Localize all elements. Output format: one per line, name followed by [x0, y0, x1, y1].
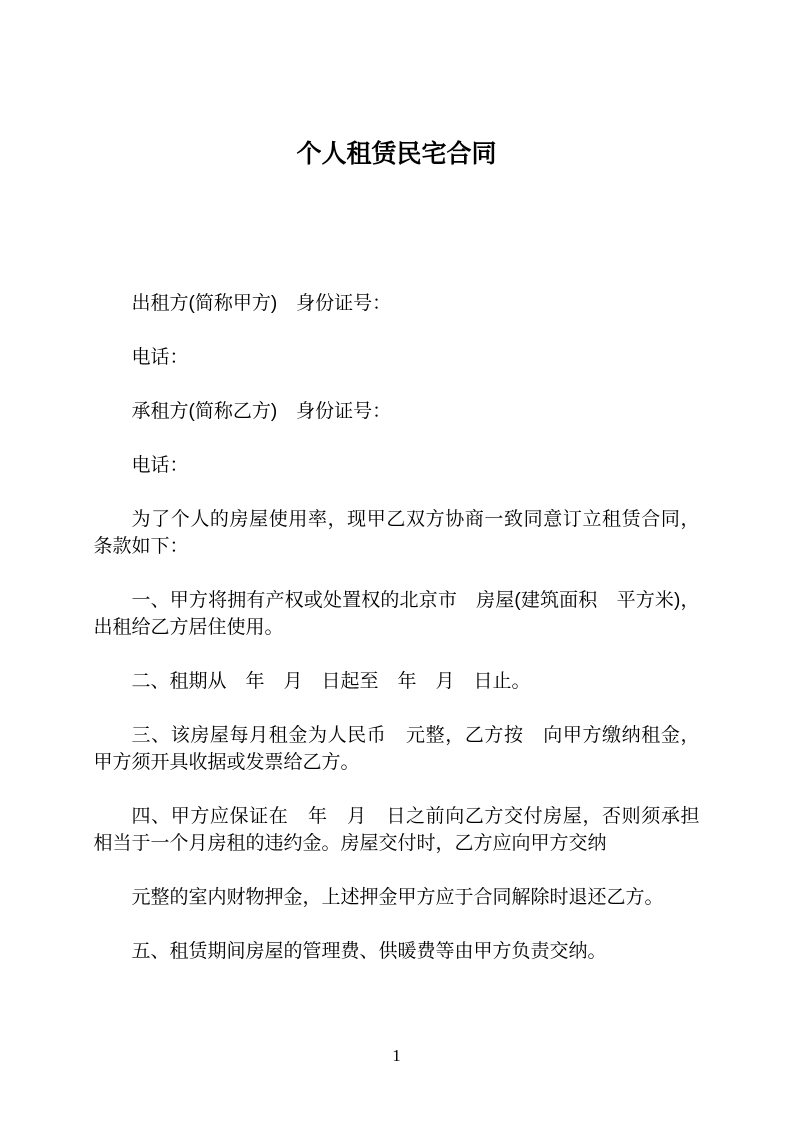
- lessee-phone-line: 电话：: [131, 455, 189, 476]
- lessor-id-line: 出租方(简称甲方) 身份证号：: [131, 293, 392, 314]
- clause-3: 三、该房屋每月租金为人民币 元整，乙方按 向甲方缴纳租金，甲方须开具收据或发票给乙方。: [93, 725, 700, 773]
- page-footer: [0, 1046, 793, 1066]
- clause-4-deposit-line: 元整的室内财物押金，上述押金甲方应于合同解除时退还乙方。: [131, 887, 664, 908]
- page-number: 1: [392, 1046, 401, 1065]
- lessor-phone-line: 电话：: [131, 347, 189, 368]
- document-body: [94, 290, 700, 965]
- clause-2: 二、租期从 年 月 日起至 年 月 日止。: [131, 671, 531, 692]
- clause-5: 五、租赁期间房屋的管理费、供暖费等由甲方负责交纳。: [131, 941, 607, 962]
- lessee-id-line: 承租方(简称乙方) 身份证号：: [131, 401, 392, 422]
- clause-1: 一、甲方将拥有产权或处置权的北京市 房屋(建筑面积 平方米)，出租给乙方居住使用。: [93, 590, 700, 638]
- page-title: 个人租赁民宅合同: [296, 140, 497, 168]
- clause-4: 四、甲方应保证在 年 月 日之前向乙方交付房屋，否则须承担相当于一个月房租的违约金。房屋交付时，乙方应向甲方交纳: [93, 806, 700, 854]
- preamble: 为了个人的房屋使用率，现甲乙双方协商一致同意订立租赁合同，条款如下：: [93, 509, 700, 557]
